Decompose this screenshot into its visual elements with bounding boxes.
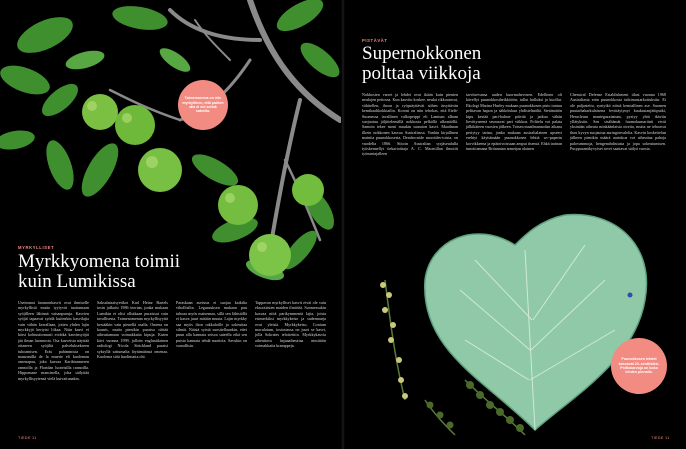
- section-label: PISTÄVÄT: [362, 38, 388, 43]
- stinging-tree-leaf-photo: [365, 200, 680, 440]
- headline-line-1: Supernokkonen: [362, 43, 482, 64]
- column-1: Useimmat luonnonkasvit ovat ihmiselle myrkyllisiä mutta tyytyvät tuottamaan syöjilleen lähinnä vatsanpuruja. Kasvien syöjät tapaavat syödä kuitenkin kasvilajia vain vähän kerrallaan, jotten yhden lajin myrkkyjä kertyisi liikaa. Näin kasvi ei kärsi kohtuuttomasti eivätkä kasvinsyöjät jää ilman luonnosta. Osa kasveista näyttää ottaneen syöjiltä palveluksekseen tuhoamisen. Eräs pahimmista on manzanilla de la muerte eli kuoleman omenapuu, joka kasvaa Karibianmeren rannoilla ja Floridan luoteisilla rannoilla. Hippomane mancinella, joka säilyttää myrkyllisyytensä vielä kuivattunakin.: [18, 300, 89, 381]
- article-headline: [362, 44, 481, 84]
- headline-line-2: polttaa viikkoja: [362, 63, 481, 84]
- article-columns: [18, 300, 328, 430]
- article-columns: [362, 92, 674, 202]
- column-1: Nokkosten varret ja lehdet ovat ikään kuin pienten neulojen peitossa. Kun kasviin koskee, neulat rikkoutuvat, vähitellen, ihoon ja ryöpsäyttävät siihen ärsyttävän kemikaalikokktailin. Koroni on niin tehokas, että Etelä-Suomessa tavallinen valkopeippi eli Lamium album suojautuu jäljittelemällä nokkosta pelkällä ulkonäöllä. Samoin tekee moni muukin saaraton kasvi. Maailman ilkein nokkonen kasvaa Australiassa. Vanhin kirjallinen mainita puunokkosesta, Dendrocnide moroides-toista, on vuodelta 1866. Siitoin Australian syrjäseudulla työskennellyt tiekartoittaja A. C. Macmillan ilmoitti työnantajalleen: [362, 92, 458, 157]
- headline-line-1: Myrkkyomena toimii: [18, 251, 181, 272]
- article-headline: [18, 252, 180, 292]
- column-3: Chemical Defense Establishment tilasi vuonna 1968 Australiasta erän puunokkosia tutkimustarkoituksiin. Ei ole paljastettu, syntyikö niistä kemiallinen ase. Suomen puutarhakarkulaisena levittäytynyt kaukasianjättiputki, Heracleum mantegazzianum, pystyy yhtä ikäviin yllätyksiin. Sen sisältämät furanokumariinit eivät yksinään aiheuta minkäänlaisia oireita, mutta ne tehoavat ihon kyvyn suojautua auringonvalolta. Kasvin koskettelun jälkeen pienikin määrä aurinkoa voi aiheuttaa pahoja palovammoja, hengenahdistusta ja jopa sokeutumisen. Purppuranäkyvyiset arvet saattavat säilyä vuosia.: [570, 92, 666, 152]
- left-page: [0, 0, 341, 449]
- column-4: Tappavan myrkylliset kasvit eivät ole vain eksoottisten maiden ilmiöitä. Suomessakin kasvaa niitä parikymmentä lajia, joista esimerkiksi myrkkykeiso ja sudenmarja ovat yleisiä. Myrkkykeiso, Conium maculatum, tosiasiassa on juuri se kasvi, jolla Sokrates teloitettiin. Myrkkykasvia aiheuttava hajuaaiheuttaa nimittäin voimakkaita kramppeja.: [255, 300, 326, 349]
- column-3: Paraskaan aseistus ei suojaa kaikilta vihollisilta. Legaasuksen mukaan puu tuhoaa myös maisemaa, sillä sen lähistöllä ei kasva juuri mitään muuta. Lajin myrkky saa myös ihon rakkuloille ja sokeuttaa silmät. Näistä syistä suositellaankin, ettei puun alla kannata seisoa sateella eikä sen puista kannata tehdä nuotiota. Savukin on vaarallista.: [176, 300, 247, 349]
- page-folio: TIEDE 11: [18, 436, 37, 440]
- fact-bubble: Puunokkosen lehdet kasvavat 20–senttisiksi. Polttokarvoja on koko lehden pinnalla.: [611, 338, 667, 394]
- column-2: Saksalaisaisyetikot Karl Heinz Bartels tosin julkaisi 1986 teorian, jonka mukaan Lumikin ei olisi ollutkaan puraissut vain tavallisesta. Taimenomenan myrkyllisyyttä kestääkin vain pienellä osalla. Omena on kaunis, mutta pienikin puraisu riittää aiheuttamaan voimakkaita kipuja. Kuten kävi vuonna 1999, jolloin englantilainen radiologi Nicola Strickland puraisi syksyllä sattumalta löytämäänsä omenaa. Kuolema siitä huolimatta ohi.: [97, 300, 168, 360]
- fact-bubble: Taimenomena on niin myrkyllinen, että puiden alla ei voi seistä sateella.: [178, 80, 228, 130]
- column-2: tarvitsevansa uuden kuormahevosen. Edellinen oli kävellyt puunokkostheikkööön, tullut hulluksi ja kuollut. Ekologi Marina Hurley mukaan puunokkosen pisto tuntuu pelttavan hapon ja sähköiskun yhdistelmältä. Sietämätön kipu kestää pari-kolme päivää ja jatkuu vähän lievittyneenä seuraavat pari viikkoa. Polttelu voi palata jälkikäteen vuosien jälkeen. Toisen maailmansodan aikana periytyy tarina, jonka mukaan australialainen upseeri erehtyi käyttämään puunokkosen lehtiä wc-paperin korvikkeena ja epätoivoissaan ampui itsensä. Ehkä tarinan innoittamana Britannian armeijan alainen: [466, 92, 562, 152]
- right-page: [345, 0, 686, 449]
- page-folio: TIEDE 11: [651, 436, 670, 440]
- headline-line-2: kuin Lumikissa: [18, 271, 136, 292]
- section-label: MYRKYLLISET: [18, 245, 55, 250]
